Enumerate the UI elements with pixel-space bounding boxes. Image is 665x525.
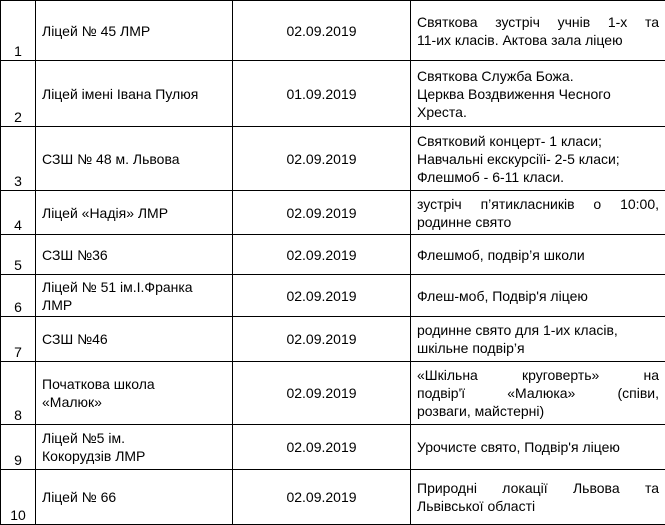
event-description-line: Святкова зустріч учнів 1-х та (417, 13, 659, 31)
event-description-line: Флеш-моб, Подвір'я ліцею (417, 287, 659, 305)
row-number: 1 (1, 1, 36, 61)
event-description-line: подвір'ї «Малюка» (співи, (417, 384, 659, 402)
event-date: 02.09.2019 (233, 127, 411, 191)
school-name (36, 362, 233, 425)
school-name (36, 127, 233, 191)
event-description (411, 317, 665, 362)
event-description-line: Львівської області (417, 497, 659, 515)
table-row (1, 235, 665, 275)
event-description (411, 470, 665, 525)
row-number: 2 (1, 61, 36, 127)
event-date: 02.09.2019 (233, 362, 411, 425)
event-description-line: шкільне подвір’я (417, 339, 659, 357)
table-row (1, 127, 665, 191)
row-number: 9 (1, 425, 36, 470)
school-name-line: СЗШ № 48 м. Львова (42, 150, 226, 168)
event-description-line: Навчальні екскурсіїі- 2-5 класи; (417, 150, 659, 168)
event-description-line: розваги, майстерні) (417, 402, 659, 420)
row-number: 5 (1, 235, 36, 275)
school-name (36, 275, 233, 317)
school-name-line: Ліцей № 66 (42, 488, 226, 506)
event-description (411, 61, 665, 127)
event-description-line: Урочисте свято, Подвір'я ліцею (417, 438, 659, 456)
event-description (411, 425, 665, 470)
event-description-line: Хреста. (417, 103, 659, 121)
school-name (36, 317, 233, 362)
table-row (1, 317, 665, 362)
school-name (36, 470, 233, 525)
event-description-line: 11-их класів. Актова зала ліцею (417, 31, 659, 49)
school-name-line: ЛМР (42, 296, 226, 314)
event-date: 02.09.2019 (233, 235, 411, 275)
event-description-line: Флешмоб, подвір’я школи (417, 246, 659, 264)
row-number: 4 (1, 191, 36, 235)
event-description-line: Святкова Служба Божа. (417, 67, 659, 85)
school-name-line: Ліцей № 51 ім.І.Франка (42, 278, 226, 296)
school-name-line: Початкова школа (42, 375, 226, 393)
event-date: 02.09.2019 (233, 470, 411, 525)
event-description-line: Святковий концерт- 1 класи; (417, 132, 659, 150)
event-description-line: Церква Воздвиження Чесного (417, 85, 659, 103)
school-name (36, 235, 233, 275)
events-table-body (1, 1, 665, 525)
row-number: 10 (1, 470, 36, 525)
school-name-line: Кокорудзів ЛМР (42, 447, 226, 465)
school-name-line: «Малюк» (42, 393, 226, 411)
table-row (1, 191, 665, 235)
event-description-line: Природні локації Львова та (417, 479, 659, 497)
event-description-line: зустріч п’ятикласників о 10:00, (417, 195, 659, 213)
event-description-line: родинне свято для 1-их класів, (417, 321, 659, 339)
event-description-line: «Шкільна круговерть» на (417, 366, 659, 384)
event-description (411, 235, 665, 275)
school-name (36, 61, 233, 127)
row-number: 6 (1, 275, 36, 317)
event-date: 02.09.2019 (233, 275, 411, 317)
school-name-line: Ліцей імені Івана Пулюя (42, 85, 226, 103)
event-description (411, 362, 665, 425)
event-date: 02.09.2019 (233, 1, 411, 61)
event-date: 01.09.2019 (233, 61, 411, 127)
event-description-line: родинне свято (417, 213, 659, 231)
table-row (1, 1, 665, 61)
school-name (36, 191, 233, 235)
event-description (411, 191, 665, 235)
event-description-line: Флешмоб - 6-11 класи. (417, 168, 659, 186)
event-date: 02.09.2019 (233, 317, 411, 362)
event-description (411, 275, 665, 317)
table-row (1, 470, 665, 525)
row-number: 3 (1, 127, 36, 191)
row-number: 7 (1, 317, 36, 362)
school-name-line: Ліцей № 45 ЛМР (42, 22, 226, 40)
school-name-line: Ліцей №5 ім. (42, 429, 226, 447)
table-row (1, 362, 665, 425)
event-description (411, 127, 665, 191)
school-name-line: СЗШ №46 (42, 330, 226, 348)
row-number: 8 (1, 362, 36, 425)
school-name (36, 425, 233, 470)
school-name (36, 1, 233, 61)
event-date: 02.09.2019 (233, 191, 411, 235)
school-name-line: Ліцей «Надія» ЛМР (42, 204, 226, 222)
school-name-line: СЗШ №36 (42, 246, 226, 264)
event-description (411, 1, 665, 61)
table-row (1, 425, 665, 470)
event-date: 02.09.2019 (233, 425, 411, 470)
table-row (1, 61, 665, 127)
table-row (1, 275, 665, 317)
